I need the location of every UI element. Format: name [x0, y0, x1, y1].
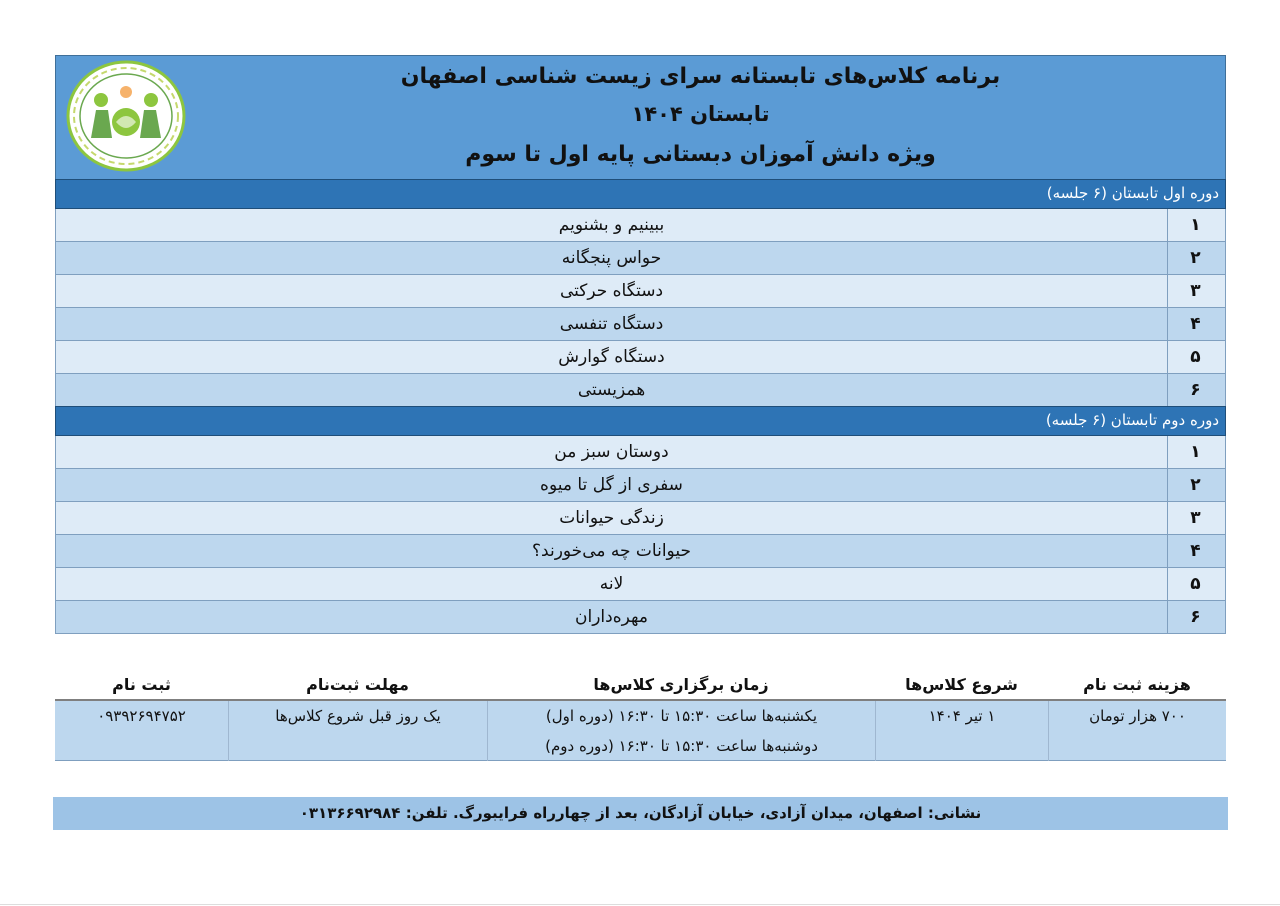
register-header: ثبت نام [112, 675, 171, 694]
topic-cell: زندگی حیوانات [56, 502, 1168, 534]
table-row [55, 374, 1226, 407]
number-cell: ۴ [1190, 314, 1201, 334]
number-cell: ۶ [1190, 607, 1201, 627]
table-row [55, 308, 1226, 341]
table-row [55, 601, 1226, 634]
topic-cell: همزیستی [56, 374, 1168, 406]
topic-cell: دوستان سبز من [56, 436, 1168, 468]
topic-cell: دستگاه تنفسی [56, 308, 1168, 340]
topic-cell: حیوانات چه می‌خورند؟ [56, 535, 1168, 567]
topic-cell: مهره‌داران [56, 601, 1168, 633]
section-1-bar [55, 179, 1226, 209]
time-value [487, 701, 875, 761]
table-row [55, 535, 1226, 568]
time-line-2: دوشنبه‌ها ساعت ۱۵:۳۰ تا ۱۶:۳۰ (دوره دوم) [545, 737, 818, 755]
number-cell: ۵ [1190, 347, 1201, 367]
table-row [55, 275, 1226, 308]
table-row [55, 242, 1226, 275]
start-header: شروع کلاس‌ها [905, 675, 1018, 694]
table-row [55, 469, 1226, 502]
topic-cell: ببینیم و بشنویم [56, 209, 1168, 241]
logo [66, 60, 186, 172]
table-row [55, 209, 1226, 242]
register-value: ۰۹۳۹۲۶۹۴۷۵۲ [97, 707, 186, 725]
section-2-label: دوره دوم تابستان (۶ جلسه) [1045, 411, 1219, 429]
number-cell: ۲ [1190, 248, 1201, 268]
deadline-header: مهلت ثبت‌نام [306, 675, 409, 694]
divider [0, 904, 1280, 905]
number-cell: ۵ [1190, 574, 1201, 594]
time-line-1: یکشنبه‌ها ساعت ۱۵:۳۰ تا ۱۶:۳۰ (دوره اول) [545, 707, 818, 725]
page-title: برنامه کلاس‌های تابستانه سرای زیست شناسی اصفهان [400, 64, 1001, 89]
number-cell: ۳ [1190, 508, 1201, 528]
fee-value: ۷۰۰ هزار تومان [1048, 701, 1226, 761]
number-cell: ۱ [1190, 215, 1201, 235]
table-row [55, 502, 1226, 535]
section-1-label: دوره اول تابستان (۶ جلسه) [1046, 184, 1219, 202]
number-cell: ۶ [1190, 380, 1201, 400]
number-cell: ۴ [1190, 541, 1201, 561]
number-cell: ۱ [1190, 442, 1201, 462]
season-title: تابستان ۱۴۰۴ [631, 102, 770, 126]
topic-cell: حواس پنجگانه [56, 242, 1168, 274]
header-banner [55, 55, 1226, 180]
fee-header: هزینه ثبت نام [1083, 675, 1191, 694]
topic-cell: دستگاه گوارش [56, 341, 1168, 373]
number-cell: ۲ [1190, 475, 1201, 495]
section-2-bar [55, 406, 1226, 436]
address-bar: نشانی: اصفهان، میدان آزادی، خیابان آزادگان، بعد از چهارراه فرایبورگ. تلفن: ۰۳۱۳۶۶۹۲۹۸۴ [53, 797, 1228, 830]
table-row [55, 341, 1226, 374]
time-header: زمان برگزاری کلاس‌ها [593, 675, 769, 694]
table-row [55, 568, 1226, 601]
topic-cell: لانه [56, 568, 1168, 600]
table-row [55, 436, 1226, 469]
start-value: ۱ تیر ۱۴۰۴ [875, 701, 1048, 761]
deadline-value: یک روز قبل شروع کلاس‌ها [228, 701, 487, 761]
topic-cell: دستگاه حرکتی [56, 275, 1168, 307]
number-cell: ۳ [1190, 281, 1201, 301]
topic-cell: سفری از گل تا میوه [56, 469, 1168, 501]
audience-title: ویژه دانش آموزان دبستانی پایه اول تا سوم [465, 142, 936, 167]
